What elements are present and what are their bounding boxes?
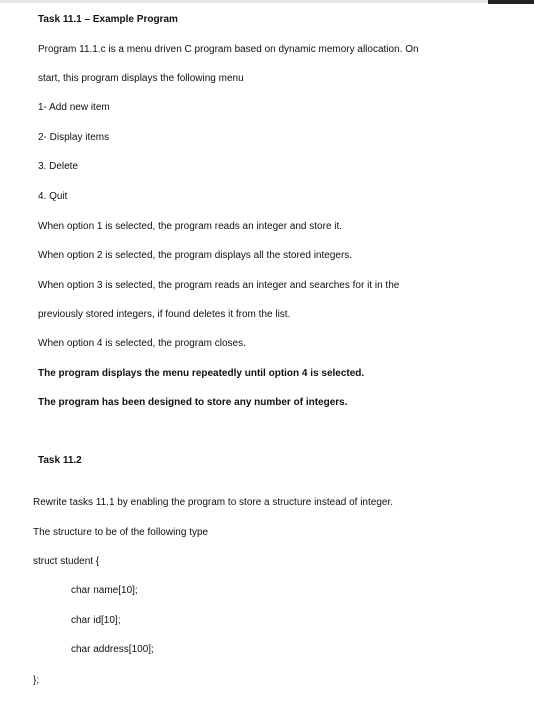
page-corner-mark xyxy=(488,0,534,4)
option3-description-line2: previously stored integers, if found deletes it from the list. xyxy=(38,309,291,320)
menu-item-delete: 3. Delete xyxy=(38,161,79,172)
struct-close: }; xyxy=(33,675,40,686)
option2-description: When option 2 is selected, the program displays all the stored integers. xyxy=(38,250,353,261)
task1-intro-line1: Program 11.1.c is a menu driven C program based on dynamic memory allocation. On xyxy=(38,44,419,55)
struct-field-name: char name[10]; xyxy=(71,585,138,596)
struct-open: struct student { xyxy=(33,556,100,567)
option4-description: When option 4 is selected, the program closes. xyxy=(38,338,246,349)
task2-heading: Task 11.2 xyxy=(38,455,82,466)
task2-line2: The structure to be of the following type xyxy=(33,527,209,538)
task1-intro-line2: start, this program displays the following menu xyxy=(38,73,244,84)
option3-description-line1: When option 3 is selected, the program reads an integer and searches for it in the xyxy=(38,280,400,291)
bold-note-repeat-menu: The program displays the menu repeatedly until option 4 is selected. xyxy=(38,368,365,379)
option1-description: When option 1 is selected, the program reads an integer and store it. xyxy=(38,221,343,232)
task1-heading: Task 11.1 – Example Program xyxy=(38,14,178,25)
task2-line1: Rewrite tasks 11.1 by enabling the program to store a structure instead of integer. xyxy=(33,497,394,508)
struct-field-address: char address[100]; xyxy=(71,644,154,655)
struct-field-id: char id[10]; xyxy=(71,615,121,626)
page-top-border xyxy=(0,0,534,3)
menu-item-add: 1- Add new item xyxy=(38,102,110,113)
menu-item-quit: 4. Quit xyxy=(38,191,68,202)
bold-note-any-number: The program has been designed to store any number of integers. xyxy=(38,397,348,408)
menu-item-display: 2- Display items xyxy=(38,132,110,143)
